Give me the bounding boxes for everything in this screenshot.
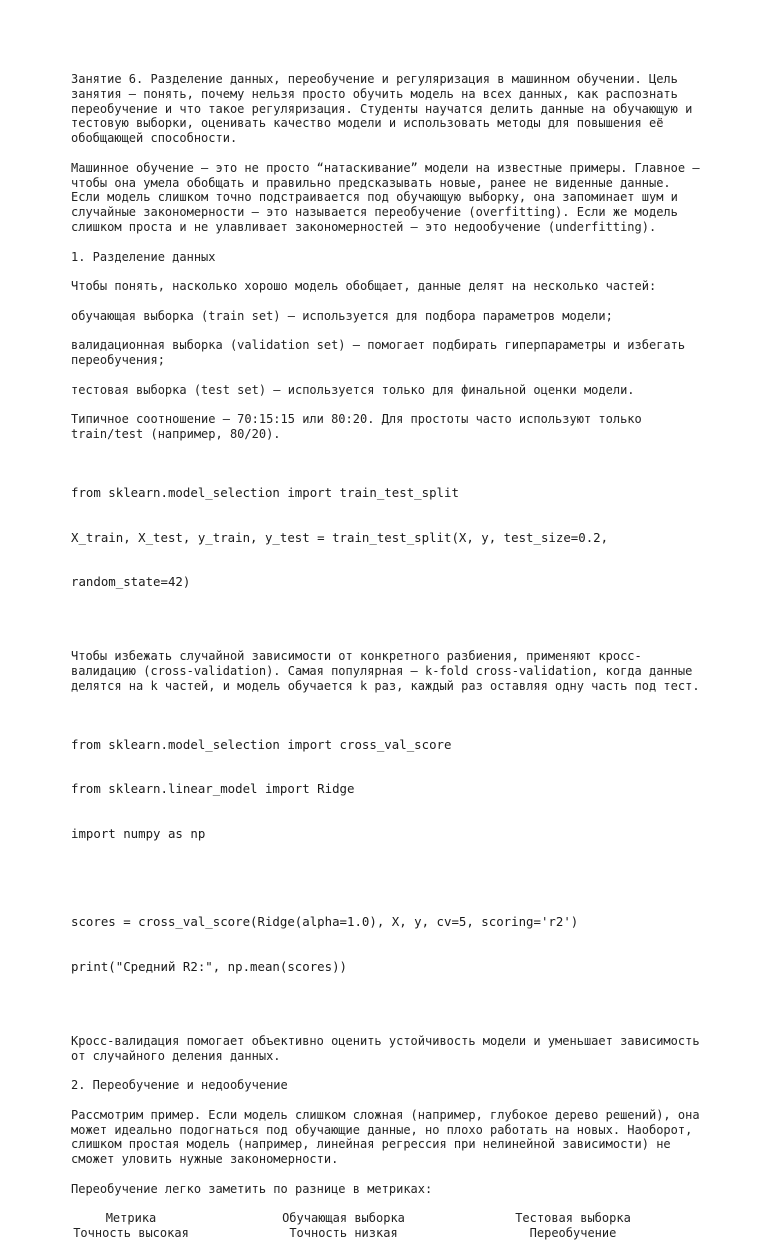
document-page bbox=[71, 72, 707, 1241]
cv-summary-paragraph: Кросс-валидация помогает объективно оценить устойчивость модели и уменьшает зависимость от случайного деления данных. bbox=[71, 1033, 707, 1063]
cross-validation-paragraph: Чтобы избежать случайной зависимости от конкретного разбиения, применяют кросс-валидацию (cross-validation). Самая популярная — k-fold cross-validation, когда данные делятся на k частей, и модель обучается k раз, каждый раз оставляя одну часть под тест. bbox=[71, 649, 700, 693]
table-cell: Переобучение bbox=[529, 1226, 617, 1241]
table-header-row bbox=[71, 1211, 701, 1226]
section-2-heading: 2. Переобучение и недообучение bbox=[71, 1078, 288, 1093]
table-cell: Точность низкая bbox=[289, 1226, 398, 1241]
split-intro-paragraph: Чтобы понять, насколько хорошо модель обобщает, данные делят на несколько частей: bbox=[71, 279, 657, 294]
table-cell: Точность высокая bbox=[73, 1226, 189, 1241]
code-blank-line bbox=[71, 871, 701, 886]
validation-set-item: валидационная выборка (validation set) — помогает подбирать гиперпараметры и избегать переобучения; bbox=[71, 338, 693, 368]
metrics-intro-paragraph: Переобучение легко заметить по разнице в метриках: bbox=[71, 1181, 433, 1196]
code-line: scores = cross_val_score(Ridge(alpha=1.0), X, y, cv=5, scoring='r2') bbox=[71, 914, 579, 930]
table-header-cell: Метрика bbox=[105, 1211, 157, 1226]
table-row bbox=[71, 1226, 701, 1241]
section-1-heading: 1. Разделение данных bbox=[71, 249, 216, 264]
table-header-cell: Тестовая выборка bbox=[515, 1211, 631, 1226]
metrics-table bbox=[71, 1211, 701, 1241]
code-line: import numpy as np bbox=[71, 825, 206, 841]
code-line: random_state=42) bbox=[71, 574, 191, 590]
code-line: from sklearn.model_selection import train_test_split bbox=[71, 485, 459, 501]
table-header-cell: Обучающая выборка bbox=[282, 1211, 405, 1226]
ml-overview-paragraph: Машинное обучение — это не просто “натаскивание” модели на известные примеры. Главное — чтобы она умела обобщать и правильно предсказывать новые, ранее не виденные данные. Если модель слишком точно подстраивается под обучающую выборку, она запоминает шум и случайные закономерности — это называется переобучение (overfitting). Если же модель слишком проста и не улавливает закономерностей — это недообучение (underfitting). bbox=[71, 160, 707, 234]
train-set-item: обучающая выборка (train set) — используется для подбора параметров модели; bbox=[71, 308, 613, 323]
code-line: X_train, X_test, y_train, y_test = train_test_split(X, y, test_size=0.2, bbox=[71, 529, 609, 545]
code-line: print("Средний R2:", np.mean(scores)) bbox=[71, 958, 348, 974]
example-paragraph: Рассмотрим пример. Если модель слишком сложная (например, глубокое дерево решений), она может идеально подогнаться под обучающие данные, но плохо работать на новых. Наоборот, слишком простая модель (например, линейная регрессия при нелинейной зависимости) не сможет уловить нужные закономерности. bbox=[71, 1107, 707, 1167]
code-line: from sklearn.model_selection import cross_val_score bbox=[71, 736, 452, 752]
test-set-item: тестовая выборка (test set) — используется только для финальной оценки модели. bbox=[71, 382, 635, 397]
code-block-cross-val-score bbox=[71, 708, 701, 1004]
code-line: from sklearn.linear_model import Ridge bbox=[71, 781, 355, 797]
ratio-paragraph: Типичное соотношение — 70:15:15 или 80:20. Для простоты часто используют только train/test (например, 80/20). bbox=[71, 412, 649, 442]
code-block-train-test-split bbox=[71, 457, 701, 620]
intro-paragraph: Занятие 6. Разделение данных, переобучение и регуляризация в машинном обучении. Цель занятия — понять, почему нельзя просто обучить модель на всех данных, как распознать переобучение и что такое регуляризация. Студенты научатся делить данные на обучающую и тестовую выборки, оценивать качество модели и использовать методы для повышения её обобщающей способности. bbox=[71, 72, 700, 146]
